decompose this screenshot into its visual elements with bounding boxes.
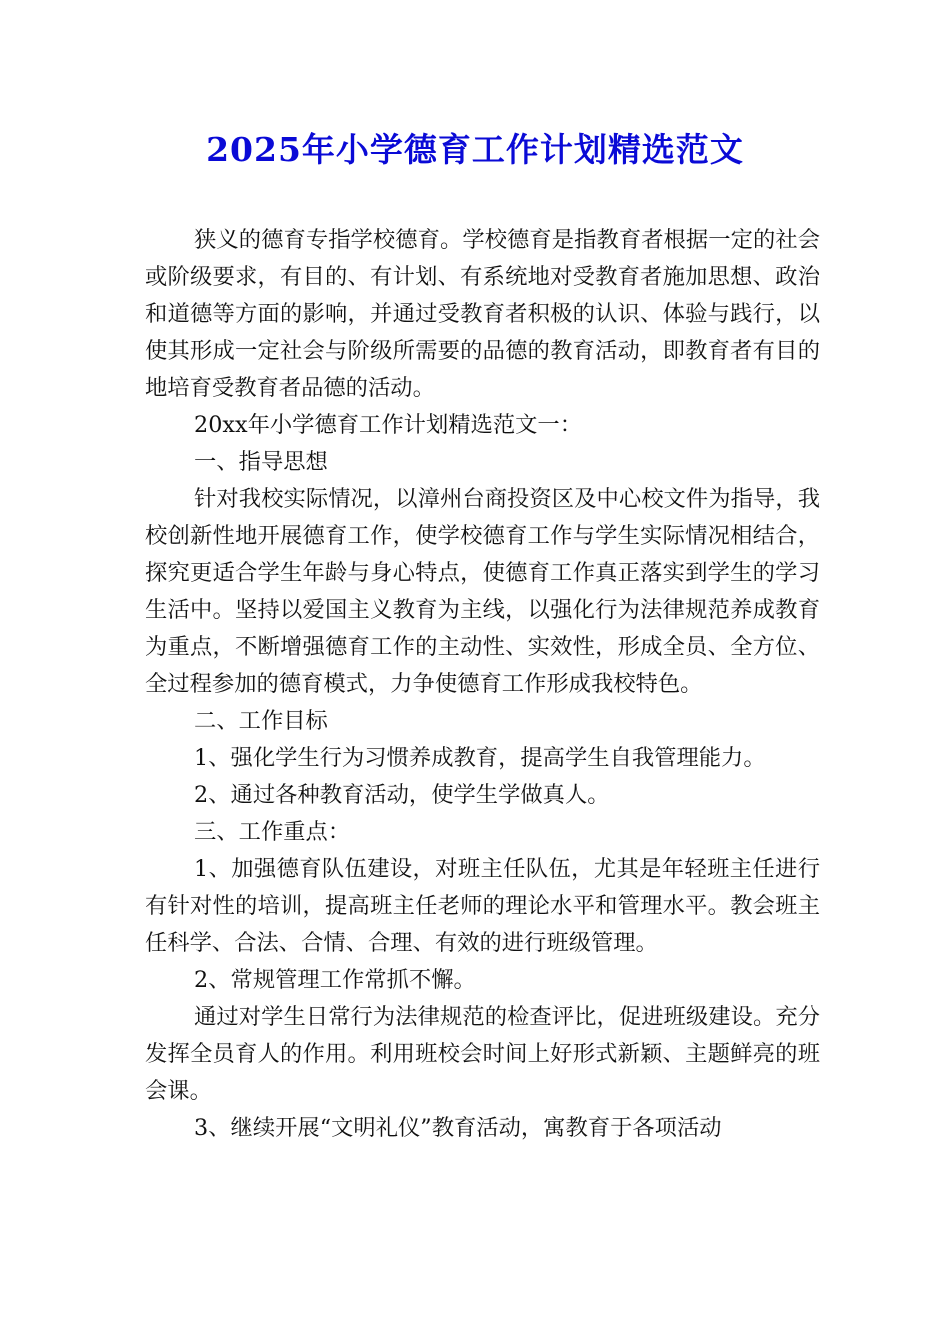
document-body: [145, 222, 820, 1147]
document-title: 2025年小学德育工作计划精选范文: [206, 130, 744, 169]
list-item-focus-1: 1、加强德育队伍建设，对班主任队伍，尤其是年轻班主任进行有针对性的培训，提高班主任老师的理论水平和管理水平。教会班主任科学、合法、合情、合理、有效的进行班级管理。: [145, 856, 820, 956]
section-heading-work-goals: 二、工作目标: [194, 708, 328, 734]
list-item-focus-2: 2、常规管理工作常抓不懈。: [194, 967, 476, 993]
paragraph-guiding-ideology: 针对我校实际情况，以漳州台商投资区及中心校文件为指导，我校创新性地开展德育工作，使学校德育工作与学生实际情况相结合，探究更适合学生年龄与身心特点，使德育工作真正落实到学生的学习生活中。坚持以爱国主义教育为主线，以强化行为法律规范养成教育为重点，不断增强德育工作的主动性、实效性，形成全员、全方位、全过程参加的德育模式，力争使德育工作形成我校特色。: [145, 486, 820, 697]
section-heading-guiding-ideology: 一、指导思想: [194, 449, 328, 475]
paragraph-heading-sample: 20xx年小学德育工作计划精选范文一：: [194, 412, 583, 438]
list-item-goal-1: 1、强化学生行为习惯养成教育，提高学生自我管理能力。: [194, 745, 766, 771]
paragraph-intro: 狭义的德育专指学校德育。学校德育是指教育者根据一定的社会或阶级要求，有目的、有计划、有系统地对受教育者施加思想、政治和道德等方面的影响，并通过受教育者积极的认识、体验与践行，以使其形成一定社会与阶级所需要的品德的教育活动，即教育者有目的地培育受教育者品德的活动。: [145, 227, 820, 401]
list-item-goal-2: 2、通过各种教育活动，使学生学做真人。: [194, 782, 610, 808]
list-item-focus-3: 3、继续开展“文明礼仪”教育活动，寓教育于各项活动: [194, 1115, 722, 1141]
paragraph-focus-2-detail: 通过对学生日常行为法律规范的检查评比，促进班级建设。充分发挥全员育人的作用。利用班校会时间上好形式新颖、主题鲜亮的班会课。: [145, 1004, 820, 1104]
section-heading-work-focus: 三、工作重点：: [194, 819, 351, 845]
